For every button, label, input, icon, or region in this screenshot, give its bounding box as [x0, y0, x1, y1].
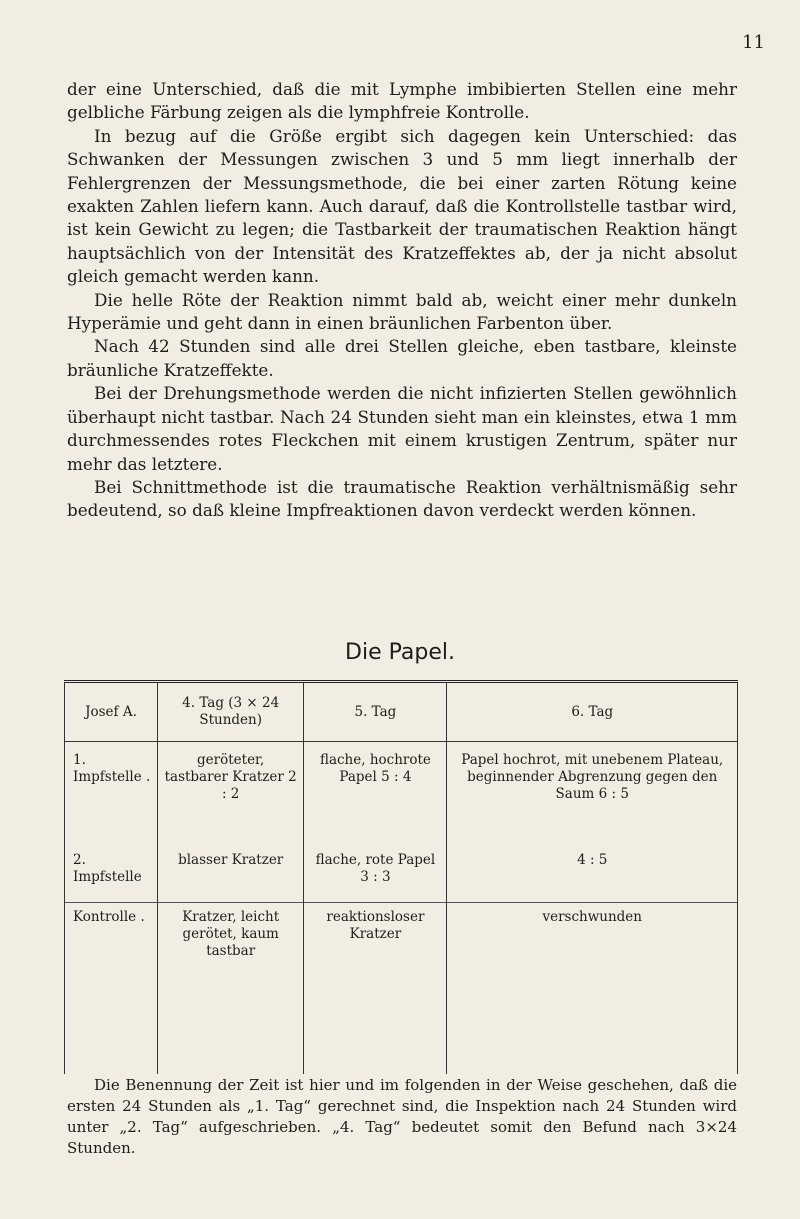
table-header: 5. Tag: [304, 682, 447, 742]
table-cell: blasser Kratzer: [158, 846, 304, 903]
table-cell: 1. Impfstelle .: [65, 742, 158, 847]
paragraph: In bezug auf die Größe ergibt sich dagegen kein Unterschied: das Schwanken der Messungen zwischen 3 und 5 mm liegt innerhalb der Fehlergrenzen der Messungsmethode, die bei einer zarten Rötung keine exakten Zahlen liefern kann. Auch darauf, daß die Kontrollstelle tastbar wird, ist kein Gewicht zu legen; die Tastbarkeit der traumatischen Reaktion hängt hauptsächlich von der Intensität des Kratzeffektes ab, der ja nicht absolut gleich gemacht werden kann.: [67, 125, 737, 287]
table-cell: flache, rote Papel 3 : 3: [304, 846, 447, 903]
body-text: [67, 78, 737, 523]
table-cell: verschwunden: [447, 903, 738, 967]
table-cell: 2. Impfstelle: [65, 846, 158, 903]
table-header: 6. Tag: [447, 682, 738, 742]
table-cell-empty: [65, 966, 158, 1074]
paragraph: Bei der Drehungsmethode werden die nicht infizierten Stellen gewöhnlich überhaupt nicht tastbar. Nach 24 Stunden sieht man ein kleinstes, etwa 1 mm durchmessendes rotes Fleckchen mit einem krustigen Zentrum, später nur mehr das letztere.: [67, 383, 737, 474]
table-cell: 4 : 5: [447, 846, 738, 903]
footnote: [67, 1075, 737, 1159]
table-cell-empty: [447, 966, 738, 1074]
table-header: 4. Tag (3 × 24 Stunden): [158, 682, 304, 742]
footnote-text: Die Benennung der Zeit ist hier und im folgenden in der Weise geschehen, daß die ersten 24 Stunden als „1. Tag“ gerechnet sind, die Inspektion nach 24 Stunden wird unter „2. Tag“ aufgeschrieben. „4. Tag“ bedeutet somit den Befund nach 3×24 Stunden.: [67, 1076, 737, 1157]
papel-table-container: [64, 680, 738, 1074]
table-cell-empty: [304, 966, 447, 1074]
page-number: 11: [742, 32, 765, 53]
table-cell: reaktionsloser Kratzer: [304, 903, 447, 967]
table-row: [65, 903, 738, 967]
table-row-empty: [65, 966, 738, 1074]
paragraph: Bei Schnittmethode ist die traumatische Reaktion verhältnismäßig sehr bedeutend, so daß kleine Impfreaktionen davon verdeckt werden können.: [67, 476, 737, 521]
table-cell: flache, hochrote Papel 5 : 4: [304, 742, 447, 847]
table-cell-empty: [158, 966, 304, 1074]
table-row: [65, 846, 738, 903]
section-heading: Die Papel.: [345, 640, 455, 665]
table-cell: Papel hochrot, mit unebenem Plateau, beginnender Abgrenzung gegen den Saum 6 : 5: [447, 742, 738, 847]
table-row: [65, 742, 738, 847]
table-cell: Kratzer, leicht gerötet, kaum tastbar: [158, 903, 304, 967]
table-cell: geröteter, tastbarer Kratzer 2 : 2: [158, 742, 304, 847]
table-cell: Kontrolle .: [65, 903, 158, 967]
paragraph: Die helle Röte der Reaktion nimmt bald ab, weicht einer mehr dunkeln Hyperämie und geht dann in einen bräunlichen Farbenton über.: [67, 289, 737, 334]
paragraph: der eine Unterschied, daß die mit Lymphe imbibierten Stellen eine mehr gelbliche Färbung zeigen als die lymphfreie Kontrolle.: [67, 79, 737, 123]
paragraph: Nach 42 Stunden sind alle drei Stellen gleiche, eben tastbare, kleinste bräunliche Kratzeffekte.: [67, 336, 737, 380]
table-header-row: [65, 682, 738, 742]
table-header: Josef A.: [65, 682, 158, 742]
papel-table: [64, 680, 738, 1074]
